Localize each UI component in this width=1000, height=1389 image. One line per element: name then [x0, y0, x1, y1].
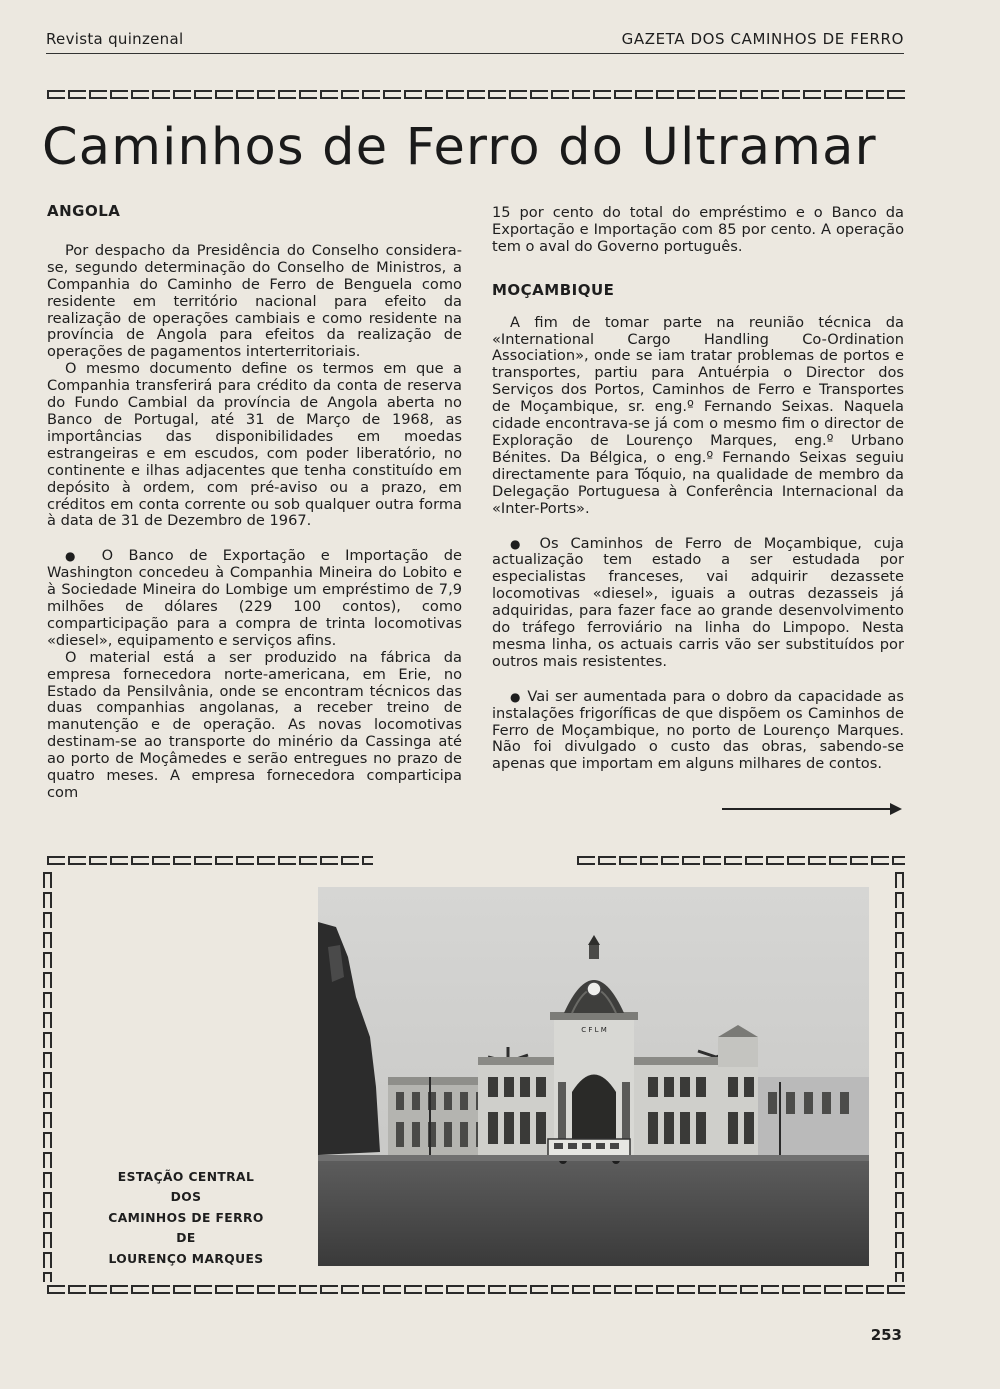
ornament-motif: [895, 1072, 904, 1088]
ornament-motif: [194, 856, 212, 865]
ornament-motif: [845, 1285, 863, 1294]
ornament-motif: [278, 856, 296, 865]
ornament-motif: [425, 1285, 443, 1294]
ornament-motif: [640, 856, 658, 865]
ornament-motif: [787, 856, 805, 865]
ornament-motif: [698, 1285, 716, 1294]
ornament-motif: [895, 1132, 904, 1148]
journal-name: GAZETA DOS CAMINHOS DE FERRO: [621, 30, 904, 48]
ornament-motif: [47, 856, 65, 865]
ornament-motif: [895, 1112, 904, 1128]
ornament-motif: [530, 1285, 548, 1294]
paragraph: O mesmo documento define os termos em que a Companhia transferirá para crédito da conta de reserva do Fundo Cambial da província de Angola aberta no Banco de Portugal, até 31 de Março de 1968, as importâncias das disponibilidades em moedas estrangeiras e em escudos, com poder liberatório, no continente e ilhas adjacentes que tenha constituído em depósito à ordem, com pré-aviso ou a prazo, em créditos em conta corrente ou sob qualquer outra forma à data de 31 de Dezembro de 1967.: [47, 360, 462, 530]
ornament-motif: [895, 1152, 904, 1168]
page-number: 253: [870, 1326, 902, 1344]
ornament-motif: [829, 856, 847, 865]
ornament-motif: [89, 90, 107, 99]
header-rule: [46, 53, 904, 54]
ornament-motif: [895, 972, 904, 988]
paragraph: [492, 689, 904, 774]
ornament-motif: [43, 952, 52, 968]
left-column: [47, 203, 462, 802]
ornament-motif: [362, 90, 380, 99]
ornament-motif: [635, 90, 653, 99]
ornament-motif: [661, 856, 679, 865]
journal-frequency: Revista quinzenal: [46, 30, 184, 48]
ornament-motif: [299, 856, 317, 865]
paragraph: [492, 536, 904, 671]
ornament-motif: [110, 90, 128, 99]
ornament-motif: [383, 90, 401, 99]
ornament-motif: [467, 90, 485, 99]
ornament-motif: [320, 856, 338, 865]
ornament-motif: [89, 1285, 107, 1294]
ornament-motif: [257, 90, 275, 99]
ornament-motif: [509, 90, 527, 99]
ornament-motif: [577, 856, 595, 865]
ornament-motif: [446, 1285, 464, 1294]
ornament-motif: [43, 1012, 52, 1028]
ornament-motif: [895, 1272, 904, 1282]
ornament-motif: [614, 1285, 632, 1294]
ornament-motif: [43, 1072, 52, 1088]
ornament-motif: [110, 1285, 128, 1294]
ornament-motif: [383, 1285, 401, 1294]
ornament-motif: [895, 1232, 904, 1248]
ornament-motif: [404, 1285, 422, 1294]
ornament-motif: [43, 972, 52, 988]
ornament-motif: [43, 1272, 52, 1282]
ornament-motif: [895, 1192, 904, 1208]
ornament-motif: [341, 1285, 359, 1294]
ornament-motif: [215, 90, 233, 99]
paragraph-text: O Banco de Exportação e Importação de Washington concedeu à Companhia Mineira do Lobito e à Sociedade Mineira do Lombige um empréstimo de 7,9 milhões de dólares (229 100 contos), como comparticipação para a compra de trinta locomotivas «diesel», equipamento e serviços afins.: [47, 547, 462, 649]
station-photograph: [318, 887, 869, 1266]
ornament-motif: [551, 90, 569, 99]
ornament-motif: [236, 1285, 254, 1294]
right-column: [492, 205, 904, 773]
ornament-motif: [68, 1285, 86, 1294]
ornament-motif: [257, 1285, 275, 1294]
station-sign: C F L M: [581, 1026, 607, 1034]
ornament-motif: [892, 856, 905, 865]
ornament-motif: [895, 1252, 904, 1268]
ornament-motif: [446, 90, 464, 99]
ornament-motif: [782, 1285, 800, 1294]
ornament-motif: [619, 856, 637, 865]
ornament-motif: [299, 90, 317, 99]
ornament-motif: [866, 90, 884, 99]
ornament-motif: [43, 1232, 52, 1248]
ornament-motif: [43, 1112, 52, 1128]
paragraph: [47, 548, 462, 649]
ornament-motif: [43, 1192, 52, 1208]
ornament-motif: [895, 892, 904, 908]
ornament-motif: [766, 856, 784, 865]
ornament-motif: [509, 1285, 527, 1294]
ornament-motif: [173, 90, 191, 99]
ornament-motif: [724, 856, 742, 865]
caption-line: ESTAÇÃO CENTRAL: [117, 1170, 255, 1184]
ornament-motif: [824, 90, 842, 99]
ornament-motif: [719, 90, 737, 99]
section-heading-mocambique: MOÇAMBIQUE: [492, 280, 615, 299]
ornament-motif: [152, 856, 170, 865]
ornament-motif: [682, 856, 700, 865]
ornament-motif: [152, 1285, 170, 1294]
paragraph: Por despacho da Presidência do Conselho considera-se, segundo determinação do Conselho de Ministros, a Companhia do Caminho de Ferro de Benguela como residente em território nacional para efeito da realização de operações cambiais e como residente na província de Angola para efeitos da realização de operações de pagamentos interterritoriais.: [47, 241, 462, 361]
ornament-motif: [320, 1285, 338, 1294]
paragraph-text: Vai ser aumentada para o dobro da capacidade as instalações frigoríficas de que dispõem os Caminhos de Ferro de Moçambique, no porto de Lourenço Marques. Não foi divulgado o custo das obras, sabendo-se apenas que importam em alguns milhares de contos.: [492, 687, 904, 773]
ornament-motif: [572, 1285, 590, 1294]
paragraph: O material está a ser produzido na fábrica da empresa fornecedora norte-americana, em Erie, no Estado da Pensilvânia, onde se encontram técnicos das duas companhias angolanas, a receber treino de manutenção e de operação. As novas locomotivas destinam-se ao transporte do minério da Cassinga até ao porto de Moçâmedes e serão entregues no prazo de quatro meses. A empresa fornecedora comparticipa com: [47, 648, 462, 801]
ornament-motif: [572, 90, 590, 99]
ornament-motif: [215, 856, 233, 865]
ornament-motif: [895, 952, 904, 968]
ornament-motif: [551, 1285, 569, 1294]
ornament-motif: [194, 90, 212, 99]
ornament-motif: [131, 856, 149, 865]
caption-line: LOURENÇO MARQUES: [108, 1251, 264, 1266]
ornament-motif: [845, 90, 863, 99]
ornament-motif: [43, 1172, 52, 1188]
ornament-motif: [824, 1285, 842, 1294]
ornament-motif: [341, 90, 359, 99]
ornament-motif: [677, 90, 695, 99]
ornament-motif: [895, 992, 904, 1008]
greek-key-border-frame-top-right: [577, 856, 905, 865]
ornament-motif: [488, 1285, 506, 1294]
ornament-motif: [43, 1052, 52, 1068]
ornament-motif: [761, 1285, 779, 1294]
greek-key-border-top: [47, 90, 905, 99]
ornament-motif: [68, 90, 86, 99]
ornament-motif: [871, 856, 889, 865]
ornament-motif: [43, 932, 52, 948]
greek-key-border-frame-right: [895, 872, 904, 1282]
ornament-motif: [887, 1285, 905, 1294]
ornament-motif: [598, 856, 616, 865]
ornament-motif: [43, 992, 52, 1008]
ornament-motif: [194, 1285, 212, 1294]
ornament-motif: [215, 1285, 233, 1294]
greek-key-border-frame-top-left: [47, 856, 373, 865]
ornament-motif: [614, 90, 632, 99]
ornament-motif: [152, 90, 170, 99]
ornament-motif: [895, 1212, 904, 1228]
ornament-motif: [850, 856, 868, 865]
ornament-motif: [173, 1285, 191, 1294]
ornament-motif: [131, 90, 149, 99]
ornament-motif: [745, 856, 763, 865]
photo-caption: [96, 1167, 276, 1269]
ornament-motif: [761, 90, 779, 99]
ornament-motif: [782, 90, 800, 99]
page-title: Caminhos de Ferro do Ultramar: [42, 118, 877, 177]
ornament-motif: [895, 1032, 904, 1048]
ornament-motif: [278, 1285, 296, 1294]
ornament-motif: [895, 872, 904, 888]
ornament-motif: [593, 1285, 611, 1294]
ornament-motif: [236, 856, 254, 865]
ornament-motif: [677, 1285, 695, 1294]
caption-line: CAMINHOS DE FERRO: [108, 1210, 264, 1225]
bullet-icon: ●: [510, 536, 528, 551]
ornament-motif: [299, 1285, 317, 1294]
ornament-motif: [895, 1172, 904, 1188]
ornament-motif: [808, 856, 826, 865]
bullet-icon: ●: [65, 549, 87, 564]
ornament-motif: [488, 90, 506, 99]
ornament-motif: [895, 1052, 904, 1068]
ornament-motif: [895, 1092, 904, 1108]
ornament-motif: [236, 90, 254, 99]
ornament-motif: [803, 90, 821, 99]
ornament-motif: [635, 1285, 653, 1294]
greek-key-border-frame-left: [43, 872, 52, 1282]
ornament-motif: [43, 1152, 52, 1168]
ornament-motif: [320, 90, 338, 99]
ornament-motif: [43, 912, 52, 928]
ornament-motif: [43, 1252, 52, 1268]
ornament-motif: [656, 1285, 674, 1294]
caption-line: DOS: [170, 1190, 202, 1205]
ornament-motif: [43, 892, 52, 908]
ornament-motif: [740, 1285, 758, 1294]
ornament-motif: [362, 1285, 380, 1294]
greek-key-border-frame-bottom: [47, 1285, 905, 1294]
ornament-motif: [47, 1285, 65, 1294]
ornament-motif: [593, 90, 611, 99]
ornament-motif: [803, 1285, 821, 1294]
ornament-motif: [110, 856, 128, 865]
ornament-motif: [89, 856, 107, 865]
ornament-motif: [887, 90, 905, 99]
ornament-motif: [257, 856, 275, 865]
ornament-motif: [895, 912, 904, 928]
ornament-motif: [866, 1285, 884, 1294]
bullet-icon: ●: [510, 689, 522, 704]
ornament-motif: [740, 90, 758, 99]
ornament-motif: [719, 1285, 737, 1294]
ornament-motif: [43, 1092, 52, 1108]
ornament-motif: [656, 90, 674, 99]
ornament-motif: [47, 90, 65, 99]
continue-arrow-icon: [722, 803, 902, 815]
ornament-motif: [530, 90, 548, 99]
paragraph: A fim de tomar parte na reunião técnica da «International Cargo Handling Co-Ordination Association», onde se iam tratar problemas de portos e transportes, partiu para Antuérpia o Director dos Serviços dos Portos, Caminhos de Ferro e Transportes de Moçambique, sr. eng.º Fernando Seixas. Naquela cidade encontrava-se já com o mesmo fim o director de Exploração de Lourenço Marques, eng.º Urbano Bénites. Da Bélgica, o eng.º Fernando Seixas seguiu directamente para Tóquio, na qualidade de membro da Delegação Portuguesa à Conferência Internacional da «Inter-Ports».: [492, 313, 904, 517]
ornament-motif: [404, 90, 422, 99]
ornament-motif: [703, 856, 721, 865]
ornament-motif: [278, 90, 296, 99]
section-heading-angola: ANGOLA: [47, 202, 121, 220]
ornament-motif: [43, 872, 52, 888]
ornament-motif: [68, 856, 86, 865]
ornament-motif: [895, 932, 904, 948]
paragraph-continued: 15 por cento do total do empréstimo e o Banco da Exportação e Importação com 85 por cento. A operação tem o aval do Governo português.: [492, 204, 904, 255]
ornament-motif: [131, 1285, 149, 1294]
caption-line: DE: [176, 1231, 196, 1246]
ornament-motif: [425, 90, 443, 99]
ornament-motif: [895, 1012, 904, 1028]
ornament-motif: [698, 90, 716, 99]
ornament-motif: [173, 856, 191, 865]
ornament-motif: [362, 856, 373, 865]
ornament-motif: [43, 1212, 52, 1228]
ornament-motif: [43, 1032, 52, 1048]
ornament-motif: [467, 1285, 485, 1294]
ornament-motif: [341, 856, 359, 865]
ornament-motif: [43, 1132, 52, 1148]
paragraph-text: Os Caminhos de Ferro de Moçambique, cuja actualização tem estado a ser estudada por especialistas franceses, vai adquirir dezassete locomotivas «diesel», iguais a outras dezasseis já adquiridas, para fazer face ao grande desenvolvimento do tráfego ferroviário na linha do Limpopo. Nesta mesma linha, os actuais carris vão ser substituídos por outros mais resistentes.: [492, 534, 904, 670]
